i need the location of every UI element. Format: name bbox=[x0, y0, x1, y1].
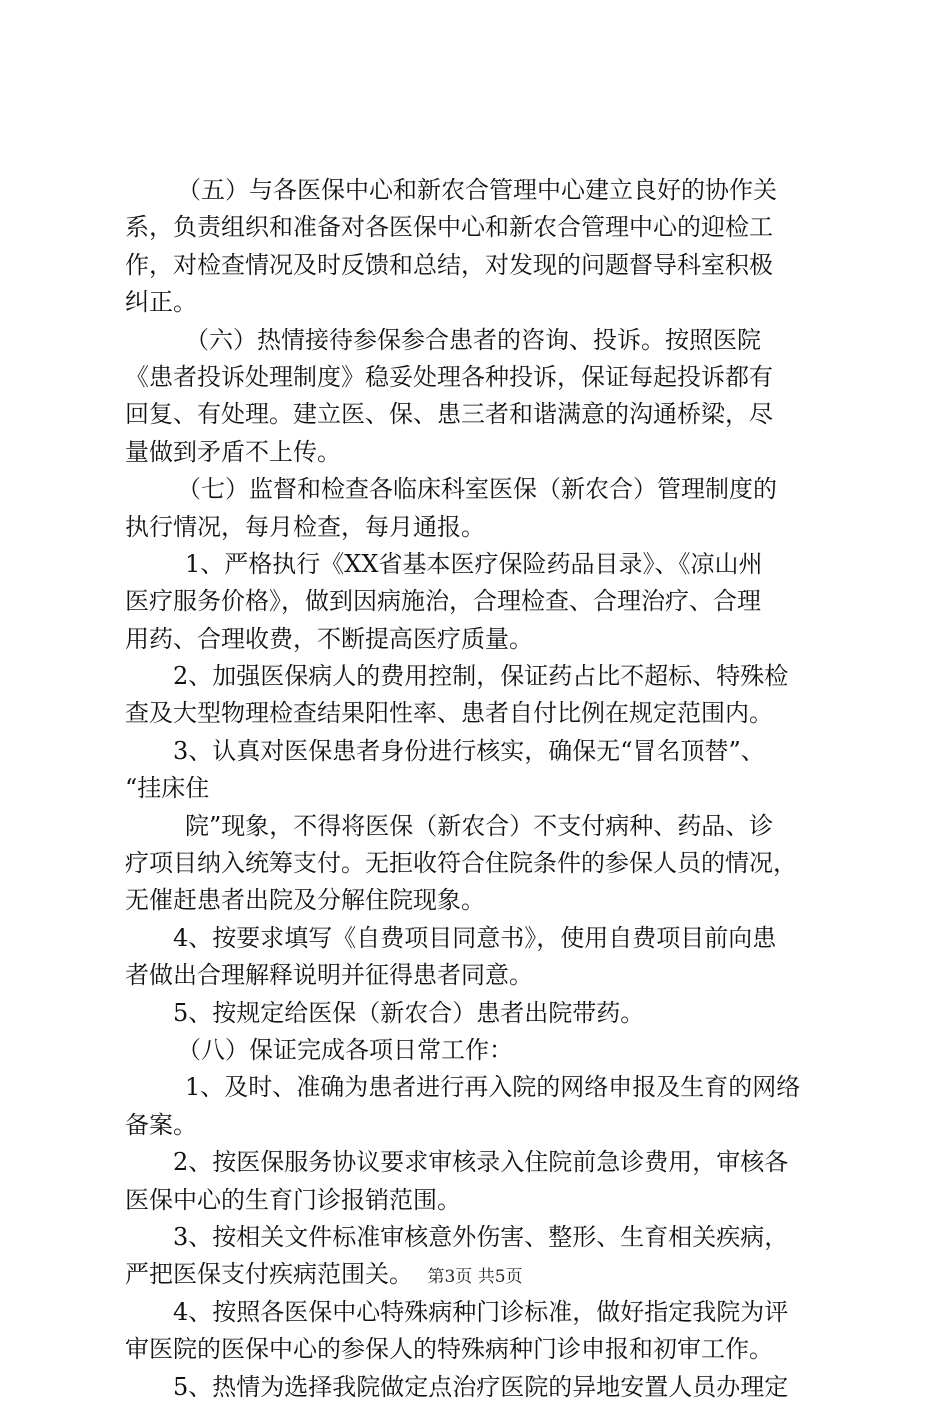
text-line: 执行情况，每月检查，每月通报。 bbox=[125, 512, 485, 541]
text-line: 2、按医保服务协议要求审核录入住院前急诊费用，审核各 bbox=[173, 1148, 789, 1177]
text-line: 量做到矛盾不上传。 bbox=[125, 437, 341, 466]
text-line: 3、认真对医保患者身份进行核实，确保无“冒名顶替”、 bbox=[173, 736, 765, 765]
text-line: 《患者投诉处理制度》稳妥处理各种投诉，保证每起投诉都有 bbox=[125, 362, 773, 391]
text-line: 4、按要求填写《自费项目同意书》，使用自费项目前向患 bbox=[173, 923, 777, 952]
text-line: 医保中心的生育门诊报销范围。 bbox=[125, 1185, 461, 1214]
text-line: 疗项目纳入统筹支付。无拒收符合住院条件的参保人员的情况， bbox=[125, 849, 797, 878]
text-line: 5、按规定给医保（新农合）患者出院带药。 bbox=[173, 998, 645, 1027]
text-line: （七）监督和检查各临床科室医保（新农合）管理制度的 bbox=[177, 475, 777, 504]
text-line: 者做出合理解释说明并征得患者同意。 bbox=[125, 961, 533, 990]
text-line: 回复、有处理。建立医、保、患三者和谐满意的沟通桥梁，尽 bbox=[125, 400, 773, 429]
text-line: 医疗服务价格》，做到因病施治，合理检查、合理治疗、合理 bbox=[125, 587, 761, 616]
text-line: 1、严格执行《XX省基本医疗保险药品目录》、《凉山州 bbox=[185, 549, 763, 578]
text-line: （八）保证完成各项日常工作： bbox=[177, 1035, 513, 1064]
text-line: 5、热情为选择我院做定点治疗医院的异地安置人员办理定 bbox=[173, 1372, 789, 1401]
text-line: 严把医保支付疾病范围关。 bbox=[125, 1260, 413, 1289]
text-line: （六）热情接待参保参合患者的咨询、投诉。按照医院 bbox=[185, 325, 761, 354]
document-body bbox=[125, 172, 845, 1406]
text-line: 系，负责组织和准备对各医保中心和新农合管理中心的迎检工 bbox=[125, 213, 773, 242]
text-line: 院”现象，不得将医保（新农合）不支付病种、药品、诊 bbox=[185, 811, 774, 840]
text-line: 用药、合理收费，不断提高医疗质量。 bbox=[125, 624, 533, 653]
text-line: 1、及时、准确为患者进行再入院的网络申报及生育的网络 bbox=[185, 1073, 801, 1102]
text-line: 纠正。 bbox=[125, 288, 197, 317]
text-line: 查及大型物理检查结果阳性率、患者自付比例在规定范围内。 bbox=[125, 699, 773, 728]
page-footer: 第3页 共5页 bbox=[427, 1267, 523, 1287]
text-line: 审医院的医保中心的参保人的特殊病种门诊申报和初审工作。 bbox=[125, 1335, 773, 1364]
text-line: “挂床住 bbox=[125, 774, 210, 803]
text-line: （五）与各医保中心和新农合管理中心建立良好的协作关 bbox=[177, 176, 777, 204]
text-line: 备案。 bbox=[125, 1110, 197, 1139]
text-line: 3、按相关文件标准审核意外伤害、整形、生育相关疾病， bbox=[173, 1222, 789, 1251]
text-line: 4、按照各医保中心特殊病种门诊标准，做好指定我院为评 bbox=[173, 1297, 789, 1326]
text-line: 作，对检查情况及时反馈和总结，对发现的问题督导科室积极 bbox=[125, 250, 773, 279]
text-line: 无催赶患者出院及分解住院现象。 bbox=[125, 886, 485, 915]
text-line: 2、加强医保病人的费用控制，保证药占比不超标、特殊检 bbox=[173, 662, 789, 691]
